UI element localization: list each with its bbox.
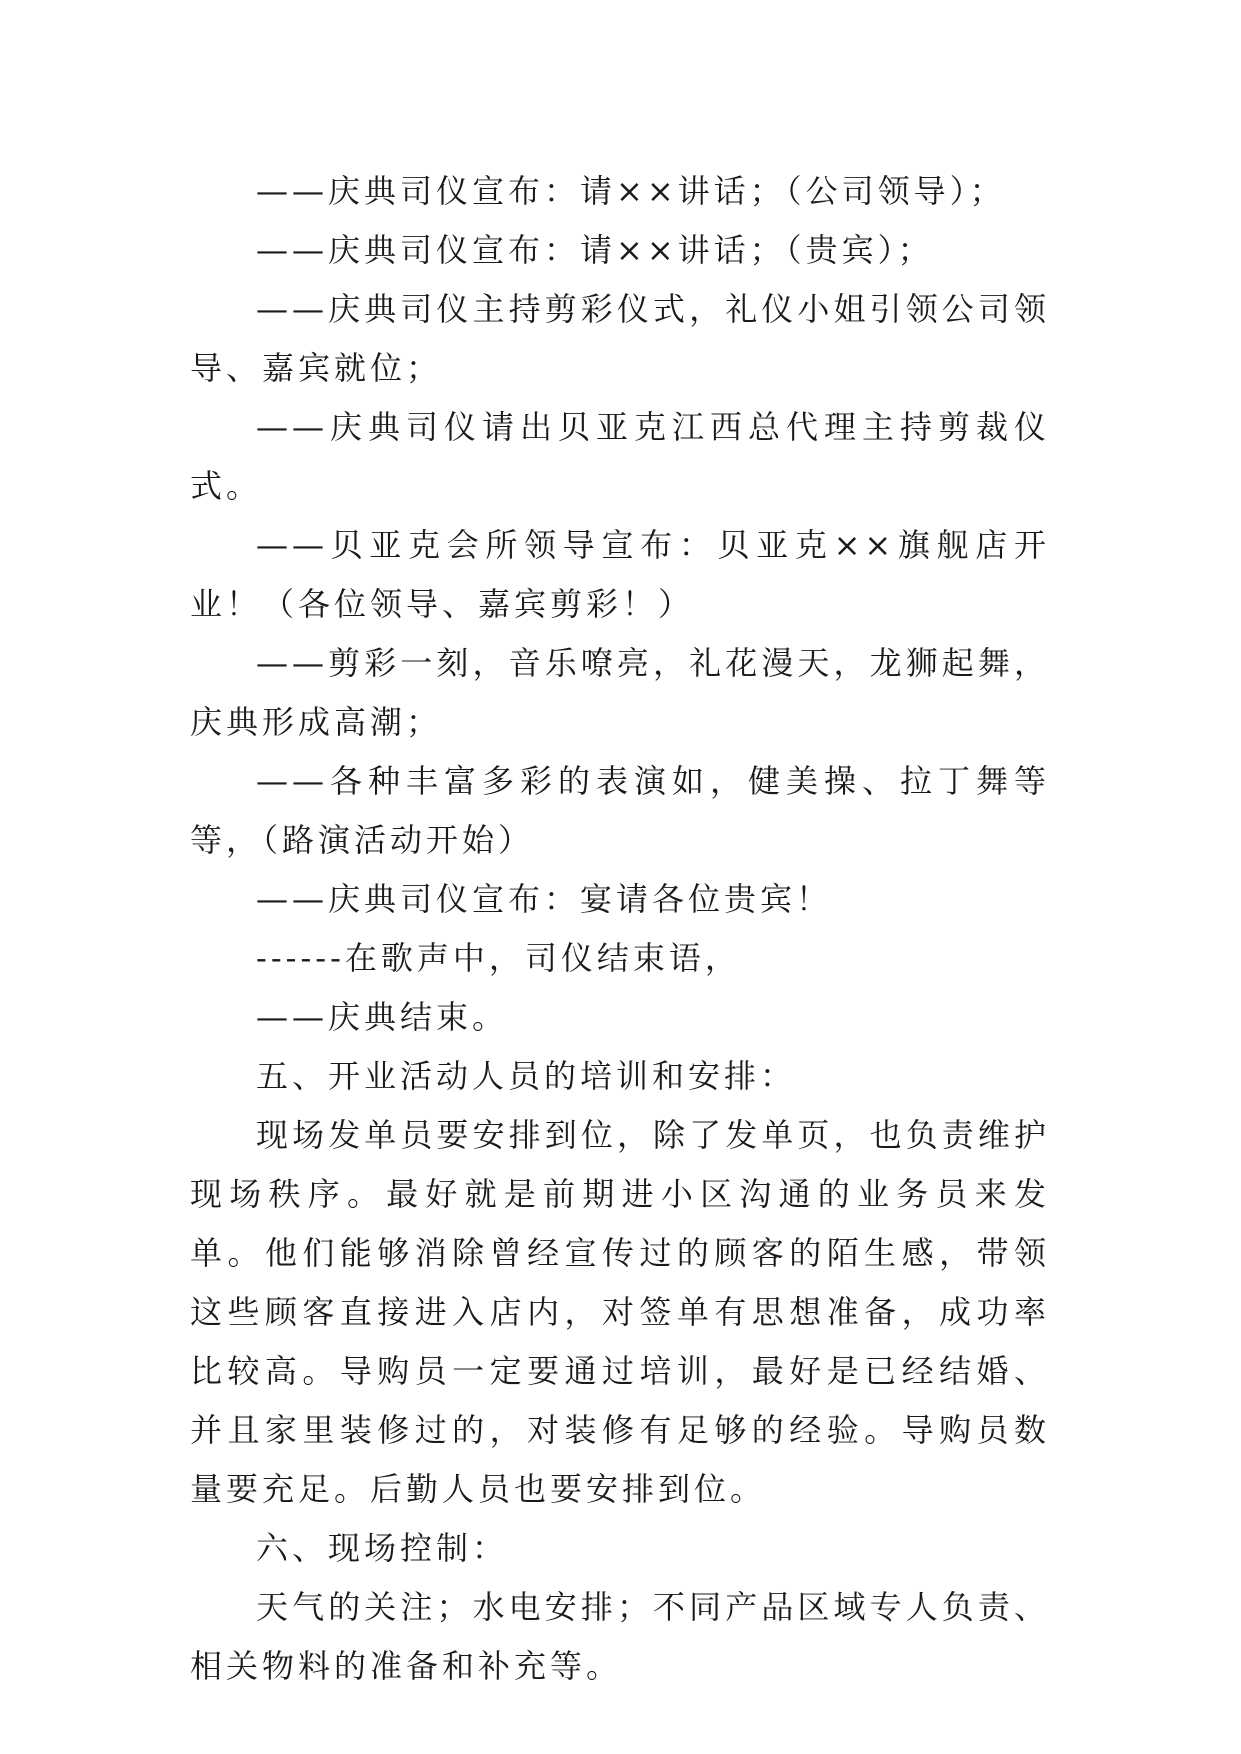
paragraph-staff-training: 现场发单员要安排到位，除了发单页，也负责维护现场秩序。最好就是前期进小区沟通的业务员来发单。他们能够消除曾经宣传过的顾客的陌生感，带领这些顾客直接进入店内，对签单有思想准备，成功率比较高。导购员一定要通过培训，最好是已经结婚、并且家里装修过的，对装修有足够的经验。导购员数量要充足。后勤人员也要安排到位。	[190, 1116, 1050, 1508]
paragraph-agent-ceremony: ——庆典司仪请出贝亚克江西总代理主持剪裁仪式。	[190, 408, 1050, 505]
paragraph-performances: ——各种丰富多彩的表演如，健美操、拉丁舞等等，（路演活动开始）	[190, 762, 1050, 859]
paragraph-speech-guest: ——庆典司仪宣布：请××讲话；（贵宾）；	[256, 231, 934, 269]
paragraph-banquet: ——庆典司仪宣布：宴请各位贵宾！	[256, 880, 833, 918]
paragraph-climax: ——剪彩一刻，音乐嘹亮，礼花漫天，龙狮起舞，庆典形成高潮；	[190, 644, 1050, 741]
section-heading-site-control: 六、现场控制：	[256, 1529, 509, 1567]
section-heading-staff-training: 五、开业活动人员的培训和安排：	[256, 1057, 797, 1095]
paragraph-site-control: 天气的关注；水电安排；不同产品区域专人负责、相关物料的准备和补充等。	[190, 1588, 1050, 1685]
paragraph-speech-company-leader: ——庆典司仪宣布：请××讲话；（公司领导）；	[256, 172, 1006, 210]
document-body	[190, 162, 1050, 1696]
paragraph-closing-remarks: ------在歌声中，司仪结束语，	[256, 939, 741, 977]
paragraph-ribbon-cutting-host: ——庆典司仪主持剪彩仪式，礼仪小姐引领公司领导、嘉宾就位；	[190, 290, 1050, 387]
paragraph-opening-announcement: ——贝亚克会所领导宣布：贝亚克××旗舰店开业！（各位领导、嘉宾剪彩！）	[190, 526, 1050, 623]
paragraph-ceremony-end: ——庆典结束。	[256, 998, 509, 1036]
